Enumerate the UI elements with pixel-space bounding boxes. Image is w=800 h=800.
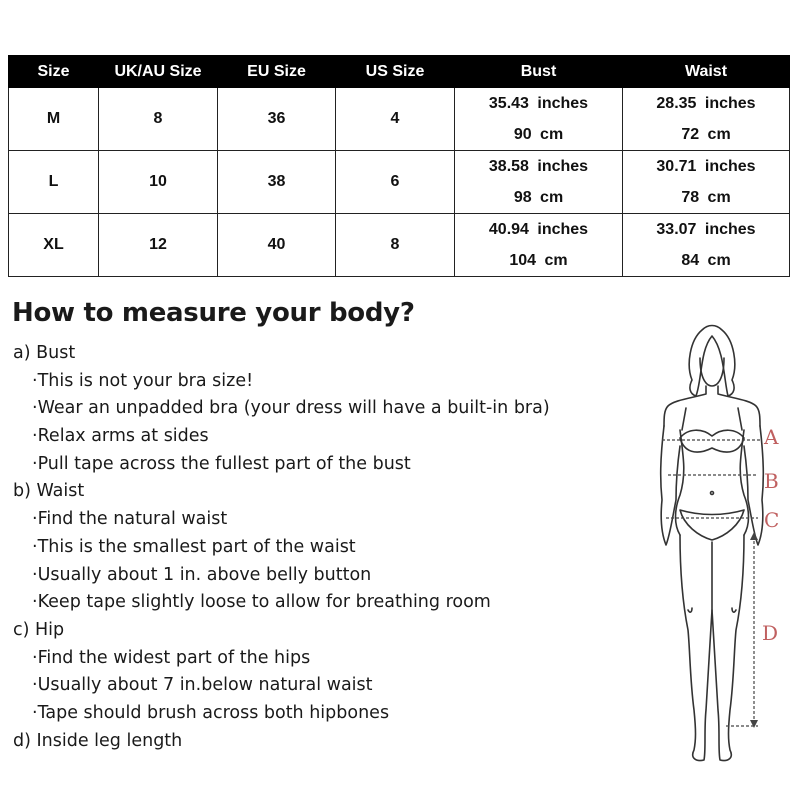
cell-eu: 40 (218, 214, 336, 277)
cell-bust (455, 88, 623, 151)
cell-bust (455, 214, 623, 277)
guide-tip: ·Wear an unpadded bra (your dress will have a built-in bra) (32, 398, 550, 419)
guide-tip: ·Keep tape slightly loose to allow for breathing room (32, 592, 491, 613)
neck-shoulders (664, 386, 760, 426)
cell-waist (623, 151, 790, 214)
waist-cm: 84 cm (681, 251, 731, 269)
waist-cm: 72 cm (681, 125, 731, 143)
label-b: B (764, 469, 779, 493)
waist-inches: 33.07 inches (656, 220, 756, 238)
bust-inches: 38.58 inches (488, 157, 589, 175)
table-header-row (9, 56, 790, 88)
bra-outline (680, 408, 744, 452)
waist-cm: 78 cm (681, 188, 731, 206)
guide-heading-waist: b) Waist (13, 481, 85, 502)
cell-us: 4 (336, 88, 455, 151)
guide-tip: ·Usually about 1 in. above belly button (32, 564, 372, 585)
cell-uk-au: 8 (99, 88, 218, 151)
guide-tip: ·Tape should brush across both hipbones (32, 702, 390, 723)
bust-inches: 40.94 inches (488, 220, 589, 238)
cell-size: L (9, 151, 99, 214)
cell-us: 8 (336, 214, 455, 277)
underwear-outline (680, 510, 744, 540)
waist-inches: 30.71 inches (656, 157, 756, 175)
cell-eu: 38 (218, 151, 336, 214)
guide-heading-bust: a) Bust (13, 343, 76, 363)
label-d: D (762, 621, 779, 645)
guide-title: How to measure your body? (12, 298, 415, 328)
guide-tip: ·Find the widest part of the hips (32, 647, 311, 668)
cell-waist (623, 88, 790, 151)
guide-tip: ·This is not your bra size! (32, 370, 254, 391)
table-row (9, 214, 790, 277)
body-measurement-figure (640, 310, 800, 800)
cell-bust (455, 151, 623, 214)
table-row (9, 151, 790, 214)
torso-outline (676, 430, 749, 535)
cell-waist (623, 214, 790, 277)
right-leg (712, 535, 744, 761)
header-bust: Bust (455, 56, 623, 88)
header-waist: Waist (623, 56, 790, 88)
cell-size: M (9, 88, 99, 151)
label-c: C (764, 508, 780, 532)
bust-cm: 90 cm (513, 125, 564, 143)
guide-tip: ·Relax arms at sides (32, 426, 209, 447)
guide-tip: ·Pull tape across the fullest part of the bust (32, 453, 411, 474)
guide-heading-hip: c) Hip (13, 619, 65, 640)
waist-inches: 28.35 inches (656, 94, 756, 112)
bust-cm: 98 cm (513, 188, 564, 206)
label-a: A (764, 425, 779, 449)
body-outline-illustration (640, 310, 800, 800)
bust-inches: 35.43 inches (488, 94, 589, 112)
face-outline (700, 358, 724, 386)
cell-us: 6 (336, 151, 455, 214)
cell-size: XL (9, 214, 99, 277)
guide-tip: ·Usually about 7 in.below natural waist (32, 675, 373, 696)
header-us-size: US Size (336, 56, 455, 88)
left-leg (680, 535, 712, 761)
measurement-instructions (13, 340, 613, 755)
header-size: Size (9, 56, 99, 88)
bust-cm: 104 cm (509, 251, 568, 269)
size-chart-table (8, 55, 790, 277)
header-uk-au-size: UK/AU Size (99, 56, 218, 88)
cell-uk-au: 10 (99, 151, 218, 214)
header-eu-size: EU Size (218, 56, 336, 88)
table-row (9, 88, 790, 151)
guide-tip: ·Find the natural waist (32, 509, 228, 530)
guide-tip: ·This is the smallest part of the waist (32, 536, 356, 557)
cell-eu: 36 (218, 88, 336, 151)
guide-heading-inside-leg: d) Inside leg length (13, 730, 183, 751)
cell-uk-au: 12 (99, 214, 218, 277)
